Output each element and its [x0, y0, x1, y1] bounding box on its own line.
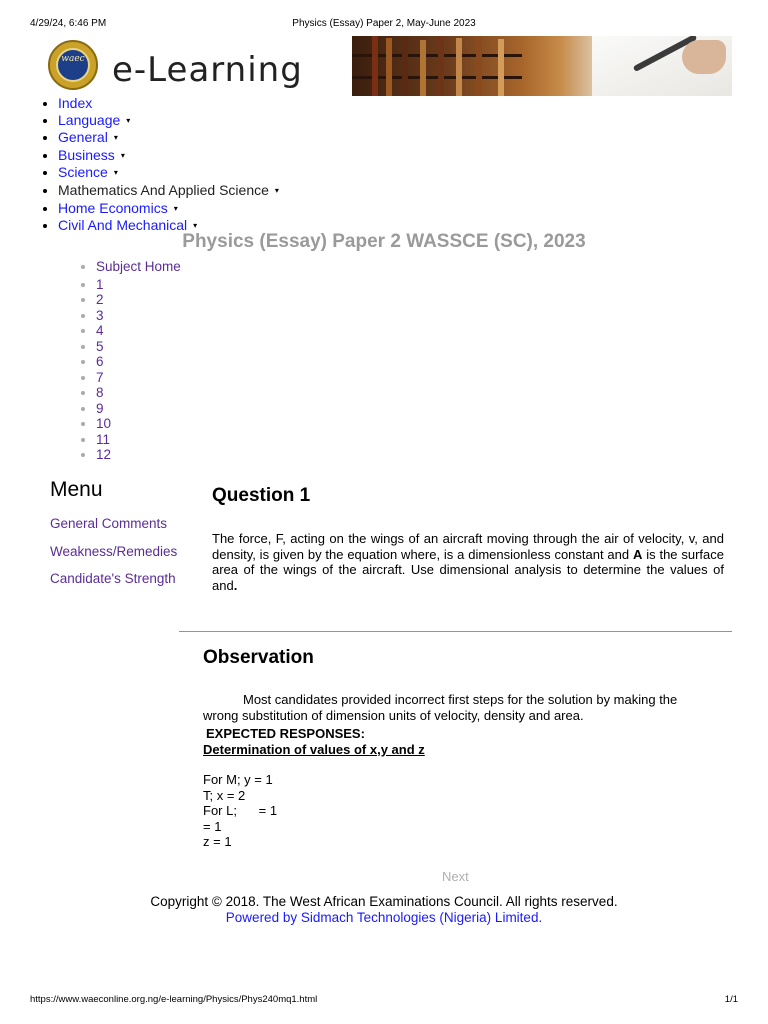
nav-item-business[interactable] — [58, 147, 279, 165]
nav-item-home-economics[interactable] — [58, 200, 279, 218]
question-link-item[interactable] — [96, 292, 181, 308]
question-link-1[interactable]: 1 — [96, 276, 104, 292]
question-link-item[interactable] — [96, 323, 181, 339]
waec-seal-icon — [48, 40, 98, 90]
question-link-6[interactable]: 6 — [96, 354, 104, 369]
solution-lines — [203, 772, 277, 850]
question-link-item[interactable] — [96, 416, 181, 432]
page-title: Physics (Essay) Paper 2 WASSCE (SC), 2023 — [182, 231, 586, 252]
observation-body: Most candidates provided incorrect first steps for the solution by making the wrong substitution of dimension units of velocity, density and area. — [203, 692, 678, 723]
observation-title: Observation — [203, 647, 314, 668]
nav-item-general[interactable] — [58, 129, 279, 147]
question-link-7[interactable]: 7 — [96, 369, 104, 385]
observation-text — [203, 692, 703, 723]
determination-label: Determination of values of x,y and z — [203, 742, 425, 757]
nav-link-language[interactable]: Language — [58, 111, 121, 128]
subject-navigation — [62, 259, 181, 463]
print-header — [30, 18, 738, 32]
solution-line: For M; y = 1 — [203, 772, 273, 787]
question-link-12[interactable]: 12 — [96, 447, 112, 462]
nav-link-general[interactable]: General — [58, 129, 108, 146]
question-link-item[interactable] — [96, 277, 181, 293]
chevron-down-icon: ▾ — [113, 133, 118, 143]
question-link-10[interactable]: 10 — [96, 416, 112, 431]
site-logo[interactable] — [48, 38, 318, 98]
question-link-item[interactable] — [96, 401, 181, 417]
section-divider — [179, 631, 732, 632]
question-text-part1: The force, F, acting on the wings of an aircraft moving through the air of velocity, v, and density, is given by the equation where, is a dimensionless constant and — [212, 531, 724, 562]
question-link-item[interactable] — [96, 447, 181, 463]
solution-line: T; x = 2 — [203, 787, 246, 803]
print-datetime: 4/29/24, 6:46 PM — [30, 18, 107, 29]
nav-link-science[interactable]: Science — [58, 164, 108, 181]
question-link-item[interactable] — [96, 339, 181, 355]
question-link-item[interactable] — [96, 354, 181, 370]
print-url: https://www.waeconline.org.ng/e-learning/Physics/Phys240mq1.html — [30, 994, 318, 1005]
question-link-3[interactable]: 3 — [96, 307, 104, 323]
print-document-title: Physics (Essay) Paper 2, May-June 2023 — [292, 18, 476, 29]
question-text-bold-a: A — [632, 546, 643, 562]
header-banner-image — [352, 36, 732, 96]
next-link[interactable]: Next — [442, 869, 469, 884]
question-text — [212, 531, 724, 593]
nav-link-business[interactable]: Business — [58, 146, 115, 163]
nav-item-language[interactable] — [58, 112, 279, 130]
solution-line: For L; = 1 — [203, 803, 278, 819]
expected-responses-label: EXPECTED RESPONSES: — [206, 726, 365, 741]
solution-line: z = 1 — [203, 834, 232, 850]
nav-link-mathematics[interactable]: Mathematics And Applied Science — [58, 181, 269, 198]
subject-home-link[interactable]: Subject Home — [96, 259, 181, 274]
print-page-number: 1/1 — [724, 994, 738, 1005]
nav-link-civil-mechanical[interactable]: Civil And Mechanical — [58, 217, 188, 234]
sidebar-link-general-comments[interactable]: General Comments — [50, 516, 168, 531]
question-text-part2: is the surface area of the wings of the aircraft. Use dimensional analysis to determine the values of and — [212, 546, 725, 593]
question-link-2[interactable]: 2 — [96, 292, 104, 307]
subject-home-item[interactable] — [96, 259, 181, 275]
question-link-11[interactable]: 11 — [96, 431, 111, 447]
chevron-down-icon: ▾ — [173, 203, 178, 213]
powered-by-link[interactable]: Powered by Sidmach Technologies (Nigeria) Limited. — [225, 910, 543, 925]
question-link-item[interactable] — [96, 308, 181, 324]
question-text-bold-dot: . — [233, 577, 238, 593]
nav-link-home-economics[interactable]: Home Economics — [58, 199, 168, 216]
chevron-down-icon: ▾ — [120, 150, 125, 160]
chevron-down-icon: ▾ — [274, 185, 279, 195]
nav-link-index[interactable]: Index — [58, 95, 93, 111]
copyright-text: Copyright © 2018. The West African Examinations Council. All rights reserved. — [150, 894, 618, 909]
nav-item-science[interactable] — [58, 164, 279, 182]
chevron-down-icon: ▾ — [113, 168, 118, 178]
question-link-item[interactable] — [96, 432, 181, 448]
question-link-5[interactable]: 5 — [96, 338, 104, 354]
nav-item-mathematics[interactable] — [58, 182, 279, 200]
question-link-item[interactable] — [96, 370, 181, 386]
chevron-down-icon: ▾ — [193, 221, 198, 231]
solution-line: = 1 — [203, 818, 222, 834]
sidebar-link-weakness-remedies[interactable]: Weakness/Remedies — [50, 544, 178, 559]
question-link-item[interactable] — [96, 385, 181, 401]
question-title: Question 1 — [212, 485, 311, 506]
seal-text: waec — [61, 54, 85, 64]
nav-item-index[interactable] — [58, 95, 279, 112]
main-navigation — [30, 95, 279, 235]
sidebar-link-candidates-strength[interactable]: Candidate's Strength — [50, 571, 176, 586]
question-link-4[interactable]: 4 — [96, 323, 104, 338]
question-link-9[interactable]: 9 — [96, 400, 104, 416]
question-link-8[interactable]: 8 — [96, 385, 104, 400]
sidebar-menu-title: Menu — [50, 478, 103, 501]
brand-name: e-Learning — [112, 50, 303, 90]
chevron-down-icon: ▾ — [126, 115, 131, 125]
